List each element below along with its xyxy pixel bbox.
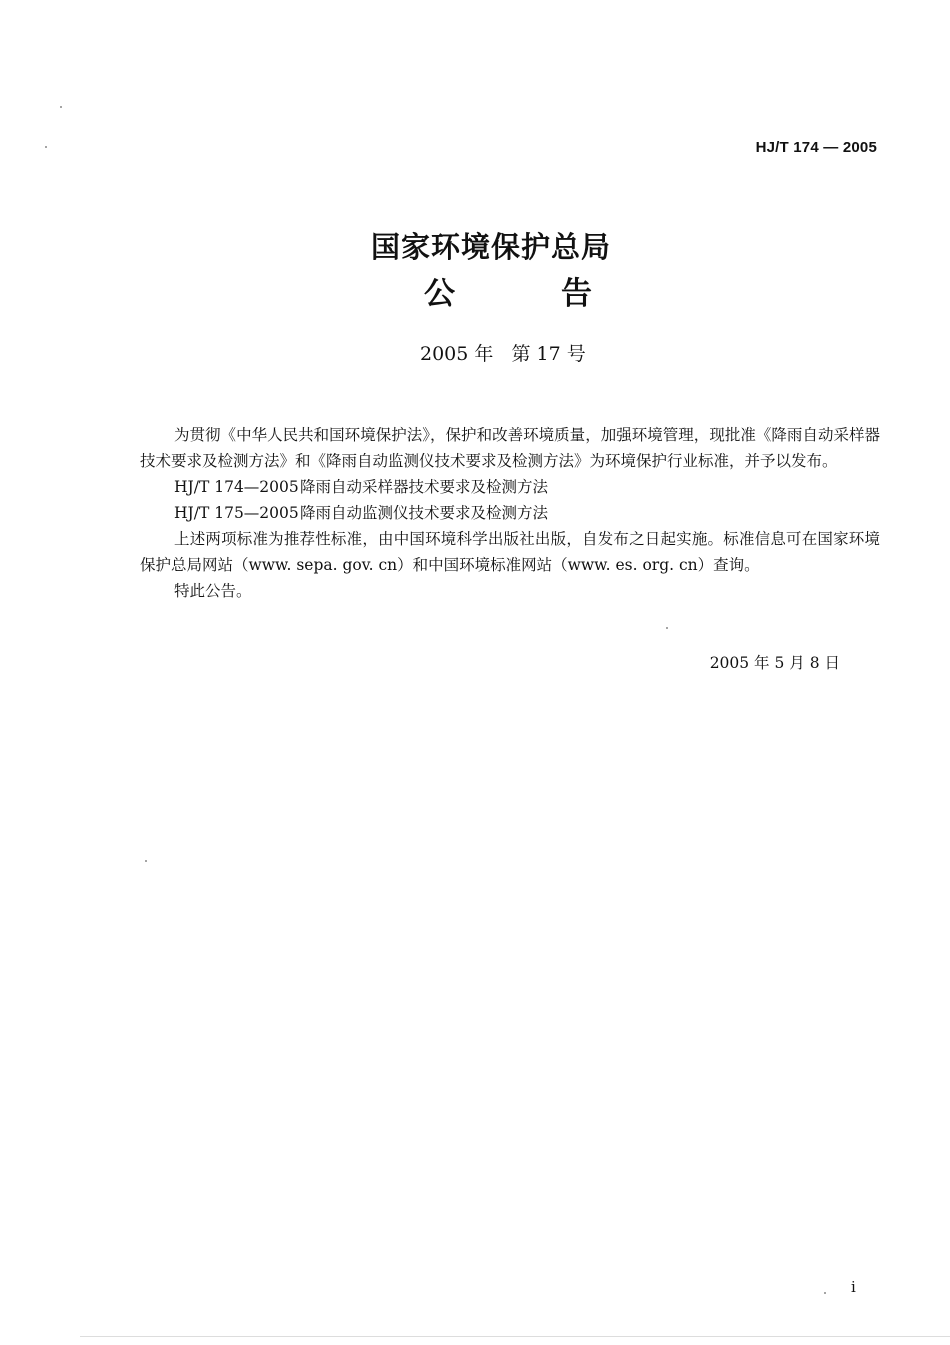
notice-char-1: 公 <box>424 276 455 312</box>
standard-item <box>140 500 880 526</box>
notice-title <box>424 268 592 313</box>
standard-number: HJ/T 174—2005 <box>174 478 299 496</box>
scan-speck <box>145 860 147 862</box>
page-number: i <box>851 1278 856 1296</box>
intro-paragraph: 为贯彻《中华人民共和国环境保护法》，保护和改善环境质量，加强环境管理，现批准《降雨自动采样器技术要求及检测方法》和《降雨自动监测仪技术要求及检测方法》为环境保护行业标准，并予以发布。 <box>140 426 880 470</box>
closing-paragraph: 特此公告。 <box>174 582 252 600</box>
notice-body <box>140 422 880 604</box>
scan-speck <box>45 146 47 148</box>
standard-item <box>140 474 880 500</box>
notice-char-2: 告 <box>561 276 592 312</box>
organization-title: 国家环境保护总局 <box>370 230 611 264</box>
implementation-paragraph: 上述两项标准为推荐性标准，由中国环境科学出版社出版，自发布之日起实施。标准信息可在国家环境保护总局网站（www. sepa. gov. cn）和中国环境标准网站（www. es. org. cn）查询。 <box>140 530 880 574</box>
scan-speck <box>60 106 62 108</box>
scan-speck <box>666 627 668 629</box>
issue-number: 2005 年 第 17 号 <box>420 343 586 365</box>
standard-name: 降雨自动监测仪技术要求及检测方法 <box>300 504 549 522</box>
signing-date: 2005 年 5 月 8 日 <box>709 654 840 672</box>
standard-number: HJ/T 175—2005 <box>174 504 299 522</box>
standard-code: HJ/T 174 — 2005 <box>755 139 877 156</box>
standard-name: 降雨自动采样器技术要求及检测方法 <box>300 478 549 496</box>
bottom-divider <box>80 1336 950 1337</box>
scan-speck <box>824 1292 826 1294</box>
